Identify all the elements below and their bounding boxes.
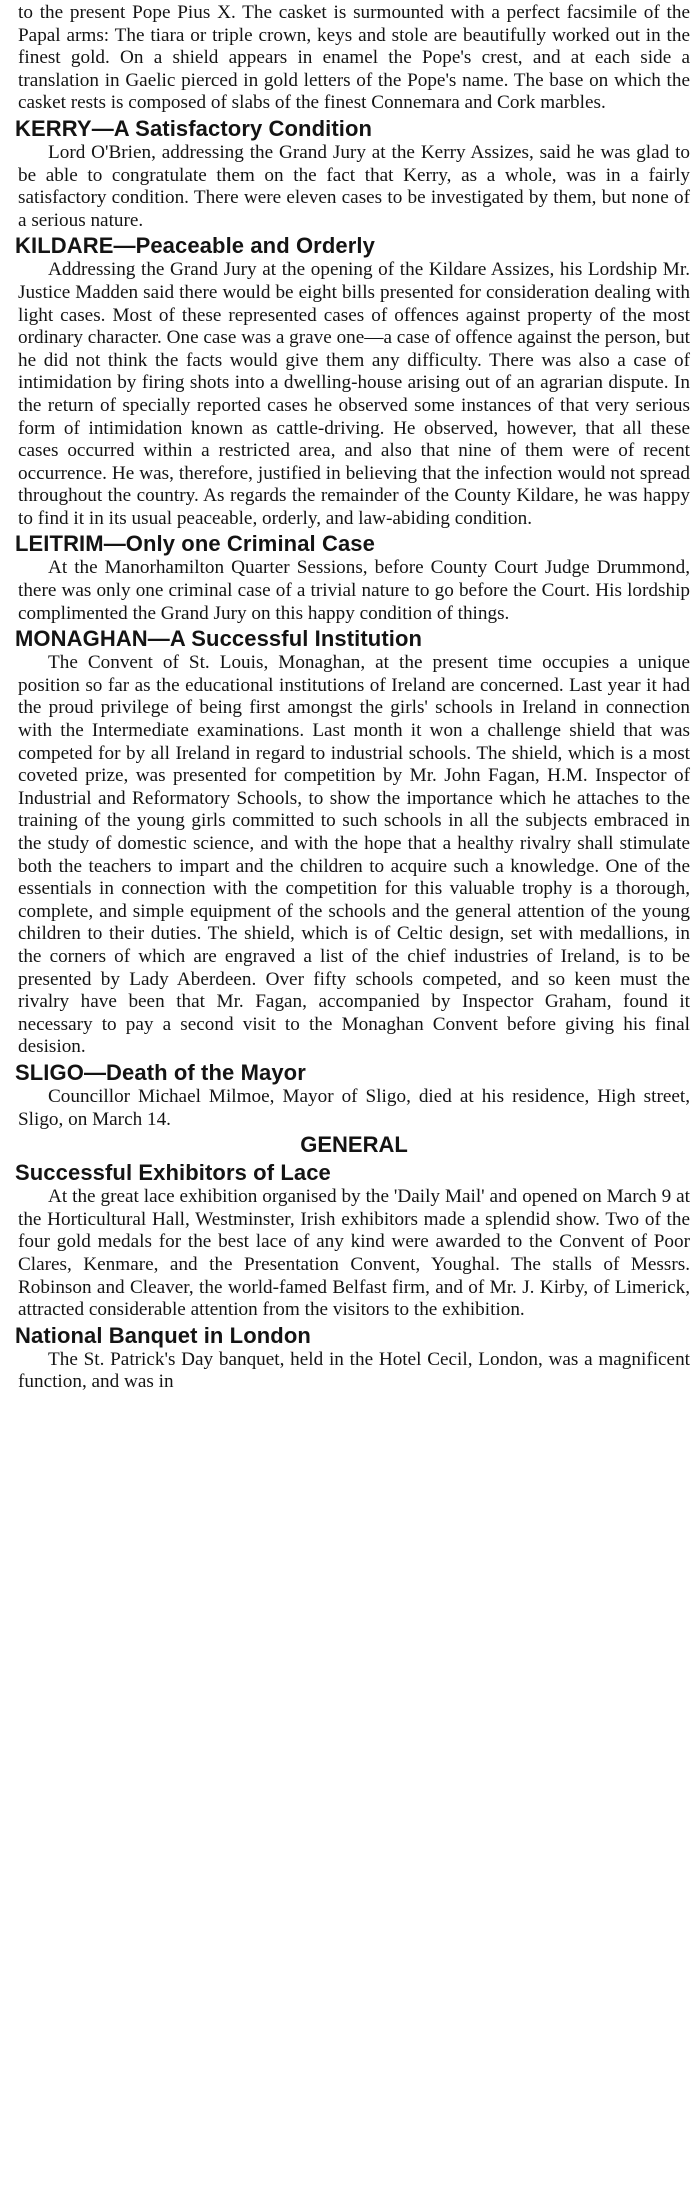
section-text: At the Manorhamilton Quarter Sessions, before County Court Judge Drummond, there was only one criminal case of a trivial nature to go before the Court. His lordship complimented the Grand Jury on this happy condition of things. — [18, 557, 690, 624]
general-heading: GENERAL — [300, 1132, 408, 1158]
article-column — [15, 2, 690, 1394]
section-kerry — [15, 115, 690, 232]
section-lace-exhibitors — [15, 1159, 690, 1322]
section-text: Councillor Michael Milmoe, Mayor of Sligo, died at his residence, High street, Sligo, on March 14. — [18, 1085, 690, 1130]
section-heading: MONAGHAN—A Successful Institution — [15, 626, 423, 652]
section-text: Lord O'Brien, addressing the Grand Jury at the Kerry Assizes, said he was glad to be able to congratulate them on the fact that Kerry, as a whole, was in a fairly satisfactory condition. There were eleven cases to be investigated by them, but none of a serious nature. — [18, 141, 690, 231]
section-leitrim — [15, 530, 690, 625]
section-heading: KERRY—A Satisfactory Condition — [15, 115, 373, 141]
section-text: At the great lace exhibition organised by the 'Daily Mail' and opened on March 9 at the Horticultural Hall, Westminster, Irish exhibitors made a splendid show. Two of the four gold medals for the best lace of any kind were awarded to the Convent of Poor Clares, Kenmare, and the Presentation Convent, Youghal. The stalls of Messrs. Robinson and Cleaver, the world-famed Belfast firm, and of Mr. J. Kirby, of Limerick, attracted considerable attention from the visitors to the exhibition. — [18, 1186, 690, 1321]
section-heading: LEITRIM—Only one Criminal Case — [15, 531, 375, 557]
section-sligo — [15, 1059, 690, 1131]
section-monaghan — [15, 625, 690, 1059]
section-national-banquet — [15, 1322, 690, 1394]
intro-paragraph: to the present Pope Pius X. The casket is surmounted with a perfect facsimile of the Papal arms: The tiara or triple crown, keys and stole are beautifully worked out in the finest gold. On a shield appears in enamel the Pope's crest, and at each side a translation in Gaelic pierced in gold letters of the Pope's name. The base on which the casket rests is composed of slabs of the finest Connemara and Cork marbles. — [18, 2, 690, 114]
section-text: The Convent of St. Louis, Monaghan, at the present time occupies a unique position so far as the educational institutions of Ireland are concerned. Last year it had the proud privilege of being first amongst the girls' schools in Ireland in connection with the Intermediate examinations. Last month it won a challenge shield that was competed for by all Ireland in regard to industrial schools. The shield, which is a most coveted prize, was presented for competition by Mr. John Fagan, H.M. Inspector of Industrial and Reformatory Schools, to show the importance which he attaches to the training of the young girls committed to such schools in all the subjects embraced in the study of domestic science, and with the hope that a healthy rivalry shall stimulate both the teachers to impart and the children to acquire such a knowledge. One of the essentials in connection with the competition for this valuable trophy is a thorough, complete, and simple equipment of the schools and the general attention of the young children to their duties. The shield, which is of Celtic design, set with medallions, in the corners of which are engraved a list of the chief industries of Ireland, is to be presented by Lady Aberdeen. Over fifty schools competed, and so keen must the rivalry have been that Mr. Fagan, accompanied by Inspector Graham, found it necessary to pay a second visit to the Monaghan Convent before giving his final desision. — [18, 652, 690, 1058]
section-heading: Successful Exhibitors of Lace — [15, 1160, 331, 1186]
section-heading: National Banquet in London — [15, 1322, 311, 1348]
section-heading: KILDARE—Peaceable and Orderly — [15, 233, 375, 259]
section-text: The St. Patrick's Day banquet, held in the Hotel Cecil, London, was a magnificent function, and was in — [18, 1348, 690, 1393]
section-heading: SLIGO—Death of the Mayor — [15, 1059, 306, 1085]
section-text: Addressing the Grand Jury at the opening of the Kildare Assizes, his Lordship Mr. Justice Madden said there would be eight bills presented for consideration dealing with light cases. Most of these represented cases of offences against property of the most ordinary character. One case was a grave one—a case of offence against the person, but he did not think the facts would give them any difficulty. There was also a case of intimidation by firing shots into a dwelling-house arising out of an agrarian dispute. In the return of specially reported cases he observed some instances of that very serious form of intimidation known as cattle-driving. He observed, however, that all these cases occurred within a restricted area, and also that nine of them were of recent occurrence. He was, therefore, justified in believing that the infection would not spread throughout the country. As regards the remainder of the County Kildare, he was happy to find it in its usual peaceable, orderly, and law-abiding condition. — [18, 259, 690, 529]
section-kildare — [15, 232, 690, 530]
